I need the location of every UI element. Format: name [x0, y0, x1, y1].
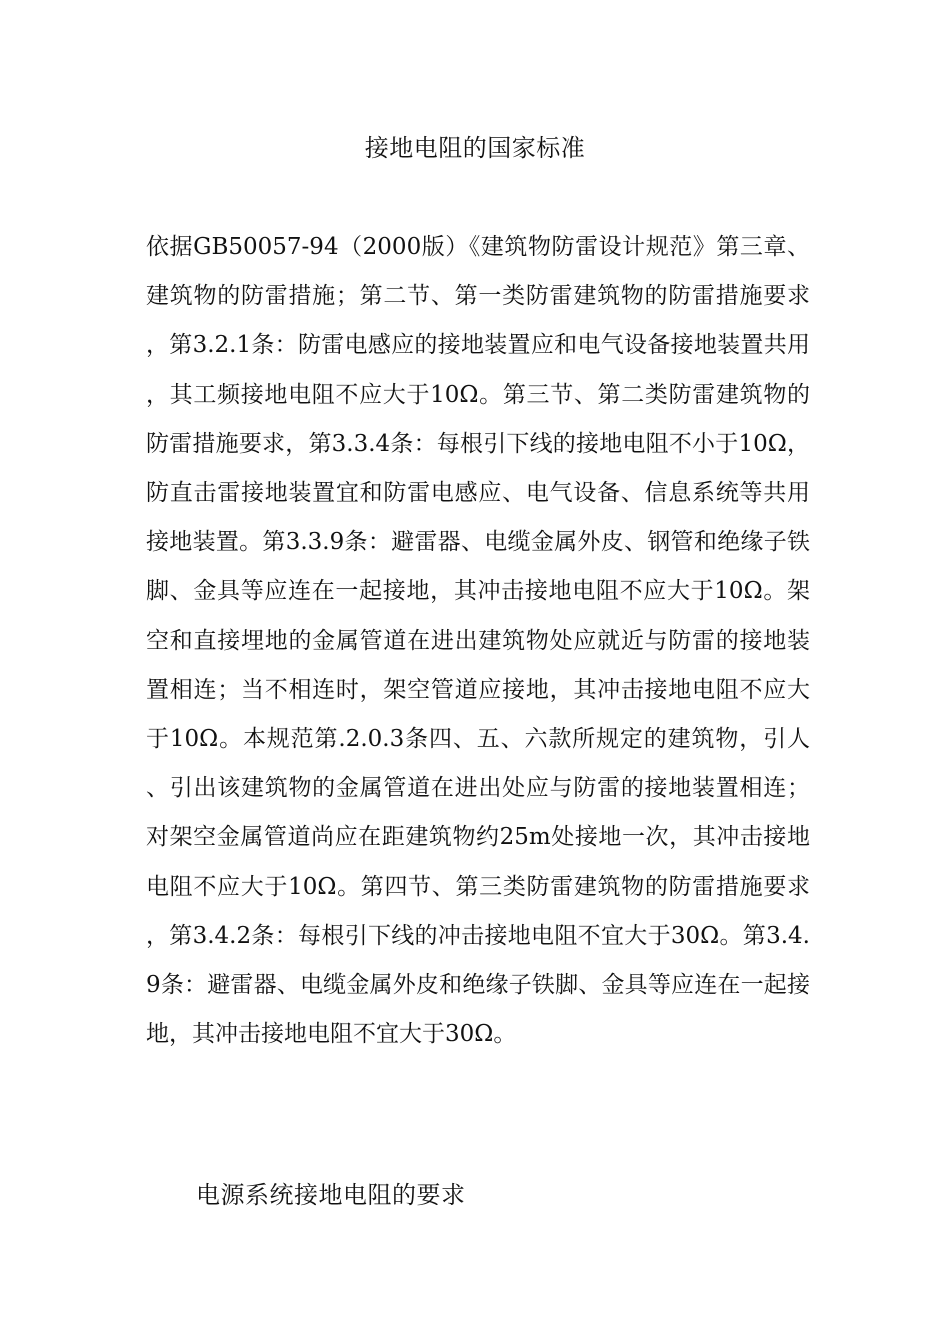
section-heading: 电源系统接地电阻的要求	[196, 1181, 466, 1209]
body-paragraph: 依据GB50057-94（2000版）《建筑物防雷设计规范》第三章、建筑物的防雷措施；第二节、第一类防雷建筑物的防雷措施要求，第3.2.1条：防雷电感应的接地装置应和电气设备接地装置共用，其工频接地电阻不应大于10Ω。第三节、第二类防雷建筑物的防雷措施要求，第3.3.4条：每根引下线的接地电阻不小于10Ω，防直击雷接地装置宜和防雷电感应、电气设备、信息系统等共用接地装置。第3.3.9条：避雷器、电缆金属外皮、钢管和绝缘子铁脚、金具等应连在一起接地，其冲击接地电阻不应大于10Ω。架空和直接埋地的金属管道在进出建筑物处应就近与防雷的接地装置相连；当不相连时，架空管道应接地，其冲击接地电阻不应大于10Ω。本规范第.2.0.3条四、五、六款所规定的建筑物，引人、引出该建筑物的金属管道在进出处应与防雷的接地装置相连；对架空金属管道尚应在距建筑物约25m处接地一次，其冲击接地电阻不应大于10Ω。第四节、第三类防雷建筑物的防雷措施要求，第3.4.2条：每根引下线的冲击接地电阻不宜大于30Ω。第3.4.9条：避雷器、电缆金属外皮和绝缘子铁脚、金具等应连在一起接地，其冲击接地电阻不宜大于30Ω。	[146, 234, 810, 1048]
document-title: 接地电阻的国家标准	[364, 134, 586, 162]
